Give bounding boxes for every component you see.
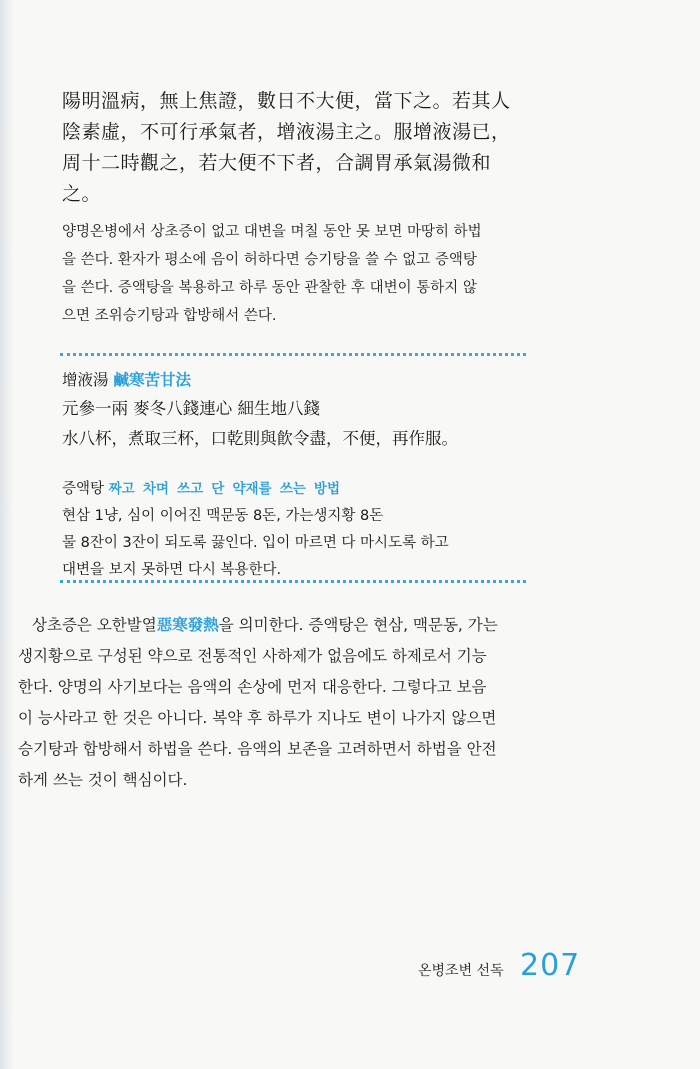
formula-preparation-korean: 대변을 보지 못하면 다시 복용한다. [62,562,282,578]
formula-hanja-block [62,366,532,454]
formula-ingredients-hanja: 元參一兩 麥冬八錢連心 細生地八錢 [62,399,320,418]
classical-line: 陰素虛，不可行承氣者，增液湯主之。服增液湯已， [62,121,511,143]
formula-method-hanja: 鹹寒苦甘法 [113,370,191,389]
commentary-line: 하게 쓰는 것이 핵심이다. [18,771,188,789]
formula-name-hanja: 增液湯 [62,371,109,389]
commentary-line: 한다. 양명의 사기보다는 음액의 손상에 먼저 대응한다. 그렇다고 보음 [18,678,487,696]
bottom-dotted-divider [60,580,526,583]
formula-korean-block [62,476,532,584]
translation-line: 양명온병에서 상초증이 없고 대변을 며칠 동안 못 보면 마땅히 하법 [62,224,482,240]
commentary-hanja-term: 惡寒發熱 [156,615,219,634]
korean-translation [62,218,532,330]
classical-line: 陽明溫病，無上焦證，數日不大便，當下之。若其人 [62,90,511,112]
commentary-text: 을 의미한다. 증액탕은 현삼, 맥문동, 가는 [218,616,498,634]
translation-line: 으면 조위승기탕과 합방해서 쓴다. [62,308,277,324]
formula-method-korean: 짜고 차며 쓰고 단 약재를 쓰는 방법 [108,481,340,497]
page-number: 207 [520,948,581,983]
classical-line: 之。 [62,183,102,205]
formula-preparation-korean: 물 8잔이 3잔이 되도록 끓인다. 입이 마르면 다 마시도록 하고 [62,535,449,551]
commentary-text: 상초증은 오한발열 [32,616,157,634]
commentary-paragraph [18,609,588,796]
translation-line: 을 쓴다. 증액탕을 복용하고 하루 동안 관찰한 후 대변이 통하지 않 [62,280,477,296]
formula-name-korean: 증액탕 [62,481,105,497]
classical-line: 周十二時觀之，若大便不下者，合調胃承氣湯微和 [62,152,492,174]
formula-korean-heading [62,476,532,503]
commentary-line [18,609,588,641]
translation-line: 을 쓴다. 환자가 평소에 음이 허하다면 승기탕을 쓸 수 없고 증액탕 [62,252,477,268]
formula-ingredients-korean: 현삼 1냥, 심이 이어진 맥문동 8돈, 가는생지황 8돈 [62,508,384,524]
commentary-line: 이 능사라고 한 것은 아니다. 복약 후 하루가 지나도 변이 나가지 않으면 [18,709,497,727]
page-binding-edge [0,0,14,1069]
running-footer-title: 온병조변 선독 [418,963,504,979]
formula-preparation-hanja: 水八杯，煮取三杯，口乾則與飮令盡，不便，再作服。 [62,429,458,448]
formula-hanja-heading [62,366,532,394]
commentary-line: 생지황으로 구성된 약으로 전통적인 사하제가 없음에도 하제로서 기능 [18,647,487,665]
top-dotted-divider [60,353,526,356]
commentary-line: 승기탕과 합방해서 하법을 쓴다. 음액의 보존을 고려하면서 하법을 안전 [18,740,497,758]
classical-chinese-passage [62,86,532,210]
